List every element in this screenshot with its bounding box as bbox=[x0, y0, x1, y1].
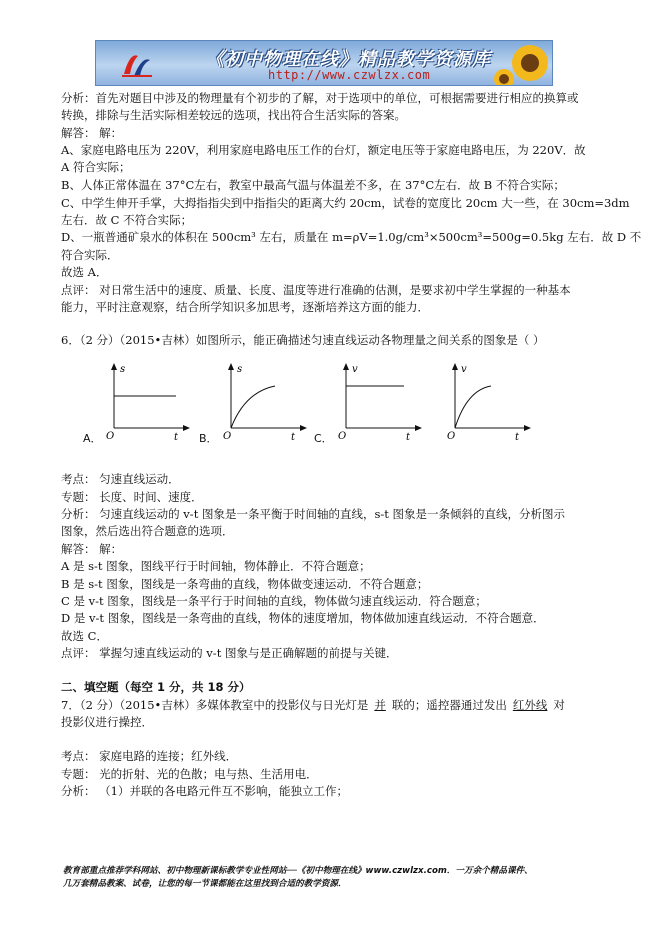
q6-comment: 点评： 掌握匀速直线运动的 v-t 图象与是正确解题的前提与关键． bbox=[61, 646, 398, 660]
graph-b-x-label: t bbox=[291, 432, 296, 442]
footer-line2: 几万套精品教案、试卷，让您的每一节课都能在这里找到合适的教学资源． bbox=[63, 879, 347, 889]
graph-d-x-label: t bbox=[515, 432, 520, 442]
option-c-label: C． bbox=[314, 432, 333, 445]
q6-solution-b: B 是 s-t 图象，图线是一条弯曲的直线，物体做变速运动．不符合题意； bbox=[61, 577, 429, 591]
q6-kaodian: 考点： 匀速直线运动． bbox=[61, 472, 180, 486]
q5-analysis-line2: 转换，排除与生活实际相差较远的选项，找出符合生活实际的答案。 bbox=[61, 108, 406, 122]
graph-b-curve bbox=[231, 386, 275, 428]
q7-blank-1: 并 bbox=[374, 698, 386, 712]
q7-stem-line1 bbox=[61, 698, 565, 712]
graph-c bbox=[332, 362, 424, 442]
q6-analysis-line2: 图象，然后选出符合题意的选项． bbox=[61, 524, 234, 538]
q7-blank-2: 红外线 bbox=[512, 698, 548, 712]
graph-b-y-label: s bbox=[237, 364, 243, 375]
q6-stem: 6．（2 分）（2015•吉林）如图所示，能正确描述匀速直线运动各物理量之间关系的图象是（ ） bbox=[61, 333, 545, 347]
graph-d-curve bbox=[455, 386, 491, 428]
graph-b bbox=[217, 362, 309, 442]
graph-a bbox=[100, 362, 192, 442]
q6-solution-a: A 是 s-t 图象，图线平行于时间轴，物体静止．不符合题意； bbox=[61, 559, 371, 573]
q5-option-a-line2: A 符合实际； bbox=[61, 160, 131, 174]
q5-option-a-line1: A、家庭电路电压为 220V，利用家庭电路电压工作的台灯，额定电压等于家庭电路电压，为 220V．故 bbox=[61, 143, 586, 157]
page-footer bbox=[63, 865, 603, 891]
q5-comment-line1: 点评： 对日常生活中的速度、质量、长度、温度等进行准确的估测，是要求初中学生掌握的一种基本 bbox=[61, 283, 571, 297]
header-banner bbox=[95, 40, 553, 86]
sunflower-icon bbox=[492, 41, 552, 86]
q5-option-c-line1: C、中学生伸开手掌，大拇指指尖到中指指尖的距离大约 20cm，试卷的宽度比 20cm 大一些，在 30cm=3dm bbox=[61, 196, 630, 210]
q5-option-c-line2: 左右．故 C 不符合实际； bbox=[61, 213, 193, 227]
q6-zhuanti: 专题： 长度、时间、速度． bbox=[61, 490, 203, 504]
q6-analysis-line1: 分析： 匀速直线运动的 v-t 图象是一条平衡于时间轴的直线，s-t 图象是一条倾斜的直线，分析图示 bbox=[61, 507, 566, 521]
section-heading: 二、填空题（每空 1 分，共 18 分） bbox=[61, 680, 251, 694]
graph-c-origin: O bbox=[338, 431, 347, 442]
q6-solution-d: D 是 v-t 图象，图线是一条弯曲的直线，物体的速度增加，物体做加速直线运动．不符合题意． bbox=[61, 611, 545, 625]
banner-title: 《初中物理在线》精品教学资源库 bbox=[206, 49, 491, 70]
q7-stem-line2: 投影仪进行操控． bbox=[61, 715, 153, 729]
q5-option-d-line1: D、一瓶普通矿泉水的体积在 500cm³ 左右，质量在 m=ρV=1.0g/cm³×500cm³=500g=0.5kg 左右．故 D 不 bbox=[61, 230, 642, 244]
graph-a-origin: O bbox=[106, 431, 115, 442]
graph-d-y-label: v bbox=[461, 364, 467, 375]
graph-a-x-label: t bbox=[174, 432, 179, 442]
q7-stem-a: 7．（2 分）（2015•吉林）多媒体教室中的投影仪与日光灯是 bbox=[61, 698, 369, 712]
q7-analysis: 分析： （1）并联的各电路元件互不影响，能独立工作； bbox=[61, 784, 348, 798]
q5-answer: 故选 A． bbox=[61, 265, 108, 279]
graph-c-x-label: t bbox=[406, 432, 411, 442]
q7-stem-b: 联的；遥控器通过发出 bbox=[391, 698, 507, 712]
footer-line1: 教育部重点推荐学科网站、初中物理新课标教学专业性网站──《初中物理在线》www.czwlzx.com．一万余个精品课件、 bbox=[63, 866, 533, 876]
q7-kaodian: 考点： 家庭电路的连接；红外线． bbox=[61, 749, 238, 763]
q6-answer: 故选 C． bbox=[61, 629, 108, 643]
q5-analysis-line1: 分析：首先对题目中涉及的物理量有个初步的了解，对于选项中的单位，可根据需要进行相应的换算或 bbox=[61, 91, 579, 105]
graph-d bbox=[441, 362, 533, 442]
q5-option-d-line2: 符合实际． bbox=[61, 248, 119, 262]
q5-comment-line2: 能力，平时注意观察，结合所学知识多加思考，逐渐培养这方面的能力． bbox=[61, 300, 429, 314]
q7-zhuanti: 专题： 光的折射、光的色散；电与热、生活用电． bbox=[61, 767, 318, 781]
graph-b-origin: O bbox=[223, 431, 232, 442]
q6-solution-label: 解答： 解： bbox=[61, 542, 123, 556]
graph-d-origin: O bbox=[447, 431, 456, 442]
q5-solution-label: 解答： 解： bbox=[61, 126, 123, 140]
graph-a-y-label: s bbox=[120, 364, 126, 375]
q7-stem-c: 对 bbox=[553, 698, 565, 712]
option-a-label: A． bbox=[83, 432, 102, 445]
graph-c-y-label: v bbox=[352, 364, 358, 375]
banner-url[interactable]: http://www.czwlzx.com bbox=[268, 68, 431, 82]
q6-solution-c: C 是 v-t 图象，图线是一条平行于时间轴的直线，物体做匀速直线运动．符合题意； bbox=[61, 594, 487, 608]
q5-option-b: B、人体正常体温在 37°C左右，教室中最高气温与体温差不多，在 37°C左右．故 B 不符合实际； bbox=[61, 178, 565, 192]
option-b-label: B． bbox=[199, 432, 218, 445]
logo-icon bbox=[120, 46, 154, 80]
